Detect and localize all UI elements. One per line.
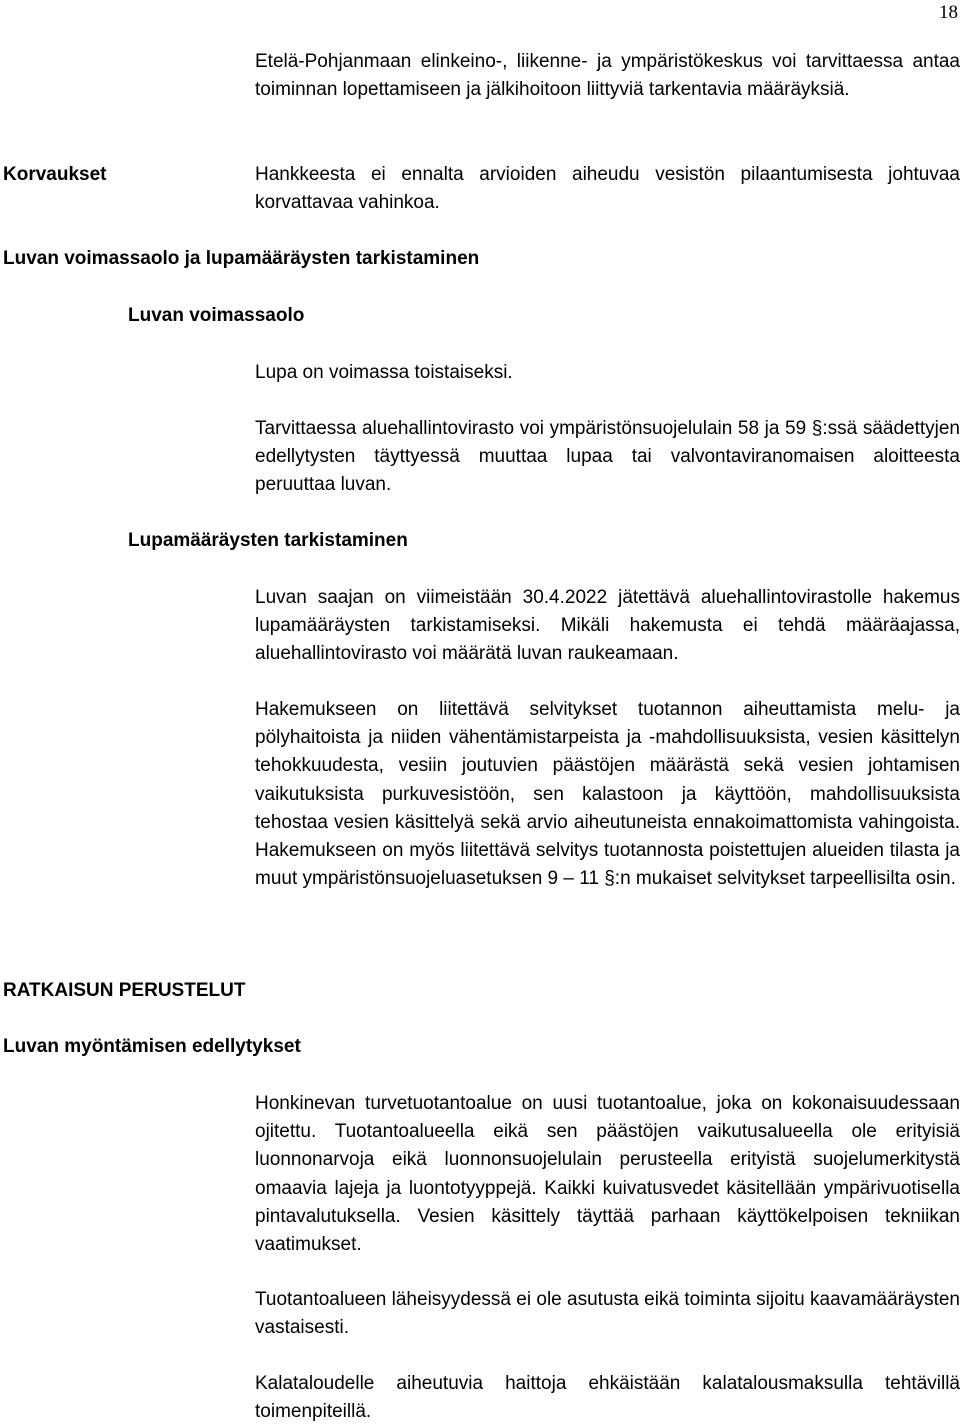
intro-paragraph: Etelä-Pohjanmaan elinkeino-, liikenne- ja ympäristökeskus voi tarvittaessa antaa toiminnan lopettamiseen ja jälkihoitoon liittyviä tarkentavia määräyksiä. [255,51,960,101]
page-number: 18 [939,2,958,23]
review-text-2: Hakemukseen on liitettävä selvitykset tuotannon aiheuttamista melu- ja pölyhaitoista ja niiden vähentämistarpeista ja -mahdollisuuksista, vesien käsittelyn tehokkuudesta, vesiin joutuvien päästöjen määrästä sekä vesien johtamisen vaikutuksista purkuvesistöön, sen kalastoon ja käyttöön, mahdollisuuksista tehostaa vesien käsittelyä sekä arvio aiheutuneista ennakoimattomista vahingoista. Hakemukseen on myös liitettävä selvitys tuotannosta poistettujen alueiden tilasta ja muut ympäristönsuojeluasetuksen 9 – 11 §:n mukaiset selvitykset tarpeellisilta osin. [255,699,960,890]
heading-validity: Luvan voimassaolo [128,305,305,326]
heading-grounds: RATKAISUN PERUSTELUT [3,980,246,1001]
heading-validity-and-review: Luvan voimassaolo ja lupamääräysten tarkistaminen [3,248,480,269]
conditions-text-1: Honkinevan turvetuotantoalue on uusi tuotantoalue, joka on kokonaisuudessaan ojitettu. Tuotantoalueella eikä sen päästöjen vaikutusalueella ole erityisiä luonnonarvoja eikä luonnonsuojelulain perusteella erityistä suojelumerkitystä omaavia lajeja ja luontotyyppejä. Kaikki kuivatusvedet käsitellään ympärivuotisella pintavalutuksella. Vesien käsittely täyttää parhaan käyttökelpoisen tekniikan vaatimukset. [255,1093,960,1256]
conditions-text-2: Tuotantoalueen läheisyydessä ei ole asutusta eikä toiminta sijoitu kaavamääräysten vastaisesti. [255,1289,960,1339]
korvaukset-text: Hankkeesta ei ennalta arvioiden aiheudu vesistön pilaantumisesta johtuvaa korvattavaa vahinkoa. [255,164,960,214]
korvaukset-label: Korvaukset [3,164,107,185]
validity-text-2: Tarvittaessa aluehallintovirasto voi ympäristönsuojelulain 58 ja 59 §:ssä säädettyjen edellytysten täyttyessä muuttaa lupaa tai valvontaviranomaisen aloitteesta peruuttaa luvan. [255,418,960,496]
conditions-text-3: Kalataloudelle aiheutuvia haittoja ehkäistään kalatalousmaksulla tehtävillä toimenpiteillä. [255,1373,960,1423]
review-text-1: Luvan saajan on viimeistään 30.4.2022 jätettävä aluehallintovirastolle hakemus lupamääräysten tarkistamiseksi. Mikäli hakemusta ei tehdä määräajassa, aluehallintovirasto voi määrätä luvan raukeamaan. [255,587,960,665]
heading-review: Lupamääräysten tarkistaminen [128,530,408,551]
validity-text-1: Lupa on voimassa toistaiseksi. [255,362,513,383]
heading-conditions: Luvan myöntämisen edellytykset [3,1036,301,1057]
